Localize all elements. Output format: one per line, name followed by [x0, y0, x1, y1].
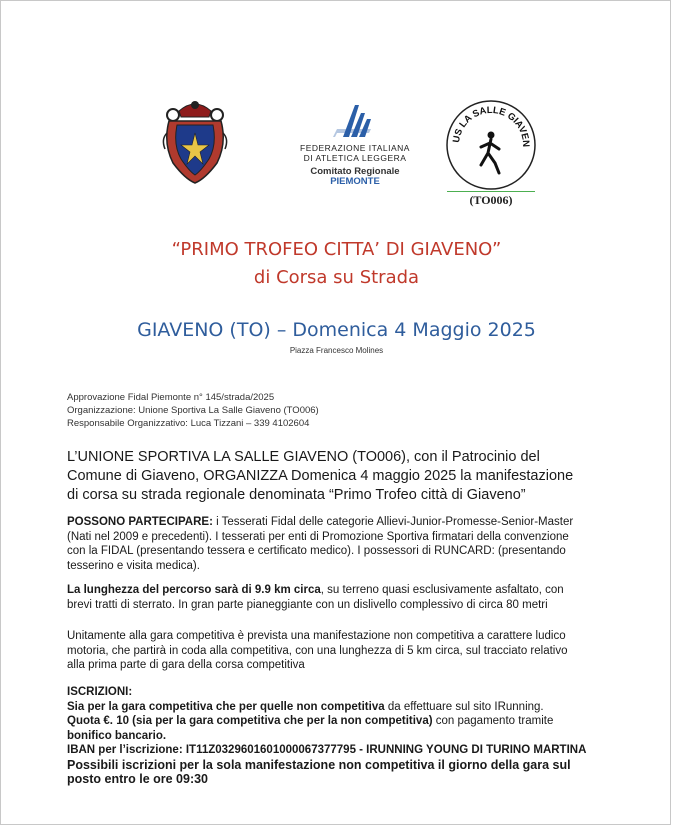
salle-underline: [447, 191, 535, 192]
course-length: La lunghezza del percorso sarà di 9.9 km circa: [67, 584, 321, 596]
registration-onsite-line2: posto entro le ore 09:30: [67, 772, 209, 786]
intro-paragraph: [67, 448, 627, 505]
noncompetitive-paragraph: [67, 629, 622, 673]
manager-text: Responsabile Organizzativo: Luca Tizzani – 339 4102604: [67, 418, 310, 429]
noncompetitive-line: alla prima parte di gara della corsa competitiva: [67, 659, 305, 671]
registration-fee-rest: con pagamento tramite: [432, 715, 554, 727]
event-title: “PRIMO TROFEO CITTA’ DI GIAVENO”: [171, 239, 502, 260]
approval-text: Approvazione Fidal Piemonte n° 145/strada/2025: [67, 392, 275, 403]
event-subtitle: di Corsa su Strada: [253, 267, 420, 288]
fidal-committee-label: Comitato Regionale: [310, 166, 400, 177]
organization-text: Organizzazione: Unione Sportiva La Salle Giaveno (TO006): [67, 405, 319, 416]
registration-fee: Quota €. 10 (sia per la gara competitiva che per la non competitiva): [67, 715, 433, 727]
fidal-logo: [293, 101, 417, 185]
registration-fee-line2: bonifico bancario.: [67, 729, 167, 742]
course-line2: brevi tratti di sterrato. In gran parte pianeggiante con un dislivello complessivo di circa 80 metri: [67, 598, 548, 611]
salle-club-code: (TO006): [469, 193, 513, 207]
fidal-name-line1: FEDERAZIONE ITALIANA: [300, 143, 410, 153]
us-la-salle-logo: [441, 93, 541, 211]
fidal-name-line2: DI ATLETICA LEGGERA: [303, 153, 407, 163]
registration-heading: ISCRIZIONI:: [67, 686, 133, 698]
registration-iban: IBAN per l’iscrizione: IT11Z0329601601000067377795 - IRUNNING YOUNG DI TURINO MARTINA: [67, 744, 587, 756]
intro-line: L’UNIONE SPORTIVA LA SALLE GIAVENO (TO006), con il Patrocinio del: [67, 449, 540, 465]
fidal-emblem-icon: [293, 101, 417, 141]
fidal-committee-region: PIEMONTE: [330, 176, 380, 187]
participation-line4: tesserino e visita medica).: [67, 559, 200, 572]
event-place-date: GIAVENO (TO) – Domenica 4 Maggio 2025: [137, 319, 536, 341]
fidal-committee: [293, 167, 417, 187]
participation-line2: (Nati nel 2009 e precedenti). I tesserati per enti di Promozione Sportiva firmatari della convenzione: [67, 530, 569, 543]
intro-line: di corsa su strada regionale denominata “Primo Trofeo città di Giaveno”: [67, 487, 526, 503]
giaveno-crest-logo: [159, 93, 231, 185]
noncompetitive-line: Unitamente alla gara competitiva è prevista una manifestazione non competitiva a carattere ludico: [67, 630, 566, 642]
salle-ring-text: US LA SALLE GIAVEN: [450, 104, 532, 148]
runner-badge-icon: [441, 93, 541, 193]
registration-section: [67, 685, 622, 787]
participation-line1: i Tesserati Fidal delle categorie Allievi-Junior-Promesse-Senior-Master: [212, 516, 574, 528]
noncompetitive-line: motoria, che partirà in coda alla competitiva, con una lunghezza di 5 km circa, sul tracciato relativo: [67, 644, 568, 657]
course-line1-rest: , su terreno quasi esclusivamente asfaltato, con: [320, 584, 564, 596]
registration-site: da effettuare sul sito IRunning.: [384, 700, 544, 713]
course-paragraph: [67, 583, 622, 612]
registration-scope: Sia per la gara competitiva che per quelle non competitiva: [67, 700, 385, 713]
participation-line3: con la FIDAL (presentando tessera e certificato medico). I possessori di RUNCARD: (presentando: [67, 545, 566, 557]
registration-onsite-line1: Possibili iscrizioni per la sola manifestazione non competitiva il giorno della gara sul: [67, 757, 571, 772]
event-square: Piazza Francesco Molines: [289, 346, 384, 355]
participation-label: POSSONO PARTECIPARE:: [67, 516, 213, 528]
intro-line: Comune di Giaveno, ORGANIZZA Domenica 4 maggio 2025 la manifestazione: [67, 468, 574, 484]
participation-paragraph: [67, 515, 622, 573]
